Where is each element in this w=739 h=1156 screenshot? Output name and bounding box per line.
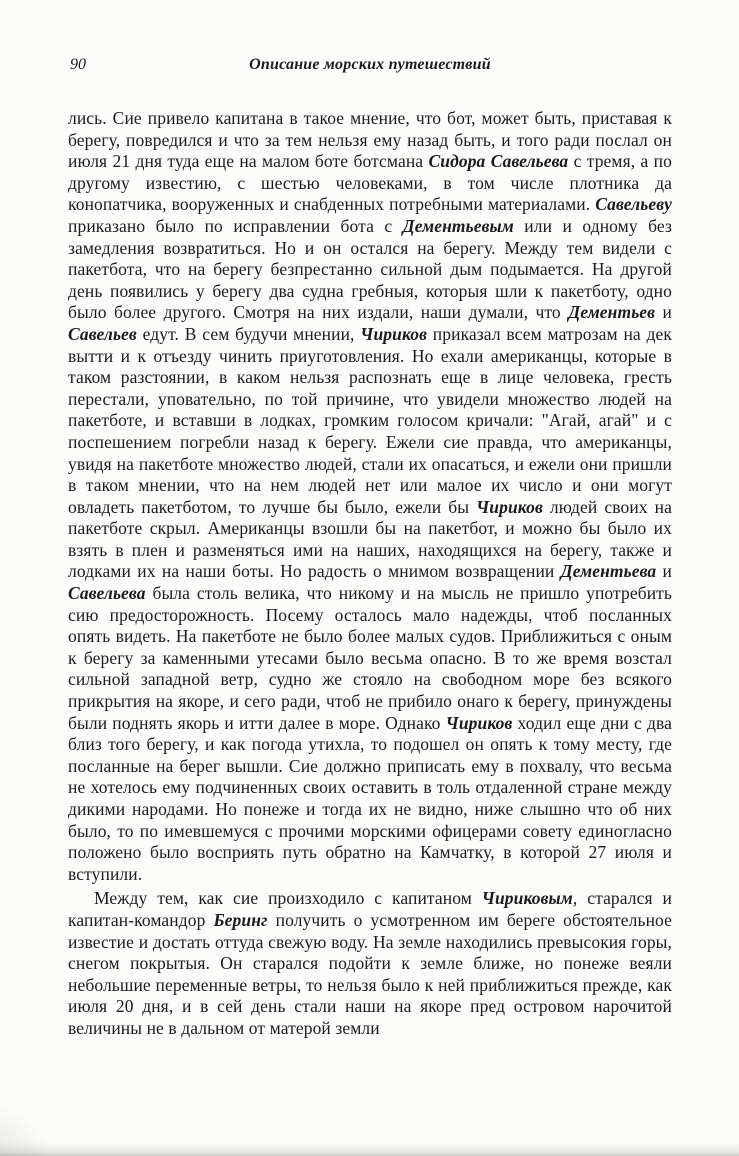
- proper-name: Дементьевым: [402, 215, 514, 236]
- page-header: [68, 56, 672, 78]
- proper-name: Чириков: [476, 496, 543, 517]
- text-run: приказал всем матрозам на дек вытти и к отъезду чинить приуготовления. Но ехали американцы, которые в таком разстоянии, в каком нельзя распознать еще в лице человека, гресть перестали, уповательно, по той причине, что увидели множество людей на пакетботе, и вставши в лодках, громким голосом кричали: "Агай, агай" и с поспешением погребли назад к берегу. Ежели сие правда, что американцы, увидя на пакетботе множество людей, стали их опасаться, и ежели они пришли в таком мнении, что на нем людей нет или малое их число и они могут овладеть пакетботом, то лучше бы было, ежели бы: [68, 323, 672, 517]
- text-run: ходил еще дни с два близ того берегу, и как погода утихла, то подошел он опять к тому месту, где посланные на берег вышли. Сие должно приписать ему в похвалу, что весьма не хотелось ему подчиненных своих оставить в толь отдаленной стране между дикими народами. Но понеже и тогда их не видно, ниже слышно что об них было, то по имевшемуся с прочими морскими офицерами совету единогласно положено было восприять путь обратно на Камчатку, в которой 27 июля и вступили.: [68, 712, 673, 884]
- proper-name: Дементьев: [568, 302, 656, 323]
- text-run: едут. В сем будучи мнении,: [136, 323, 361, 344]
- paragraph: [68, 888, 672, 1039]
- scan-shadow-corner: [0, 1096, 60, 1156]
- proper-name: Чириков: [445, 712, 513, 733]
- text-run: Между тем, как сие произходило с капитаном: [94, 888, 482, 909]
- body-text: [68, 108, 672, 1040]
- text-run: лись. Сие привело капитана в такое мнение, что бот, может быть, приставая к берегу, повредился и что за тем нельзя ему назад быть, и того ради послал он июля 21 дня туда еще на малом боте ботсмана: [68, 108, 672, 172]
- text-run: людей своих на пакетботе скрыл. Американцы взошли бы на пакетбот, и можно бы было их взять в плен и разменяться ими на наших, находящихся на берегу, также и лодками их на наши боты. Но радость о мнимом возвращении: [68, 496, 672, 582]
- proper-name: Чириков: [360, 323, 428, 344]
- text-run: с тремя, а по другому известию, с шестью человеками, в том числе плотника да конопатчика, вооруженных и снабденных потребными материалами.: [68, 151, 672, 215]
- text-run: и: [655, 302, 672, 323]
- text-run: получить о усмотренном им береге обстоятельное известие и достать оттуда свежую воду. На земле находились превысокия горы, снегом покрытыя. Он старался подойти к земле ближе, но понеже веяли небольшие переменные ветры, то нельзя было к ней приближиться прежде, как июля 20 дня, и в сей день стали наши на якоре пред островом нарочитой величины не в дальном от матерой земли: [68, 909, 672, 1038]
- paragraph: [68, 108, 672, 885]
- proper-name: Чириковым: [481, 888, 573, 909]
- running-title: Описание морских путешествий: [249, 56, 491, 73]
- text-run: или и одному без замедления возвратиться. Но и он остался на берегу. Между тем видели с пакетбота, что на берегу безпрестанно сильной дым подымается. На другой день появились у берегу два судна гребныя, которыя шли к пакетботу, одно было более другого. Смотря на них издали, наши думали, что: [68, 215, 672, 323]
- text-run: была столь велика, что никому и на мысль не пришло употребить сию предосторожность. Посему осталось мало надежды, чтоб посланных опять видеть. На пакетботе не было более малых судов. Приближиться с оным к берегу за каменными утесами было весьма опасно. В то же время возстал сильной западной ветр, судно же стояло на свободном море без всякого прикрытия на якоре, и сего ради, чтоб не прибило онаго к берегу, принуждены были поднять якорь и итти далее в море. Однако: [68, 583, 672, 733]
- proper-name: Савельеву: [595, 194, 672, 215]
- scan-shadow-bottom-edge: [0, 1142, 739, 1156]
- proper-name: Дементьева: [560, 561, 657, 582]
- text-run: и: [656, 561, 672, 582]
- proper-name: Савельева: [68, 583, 146, 604]
- proper-name: Беринг: [213, 909, 268, 930]
- proper-name: Сидора Савельева: [428, 151, 569, 172]
- proper-name: Савельев: [68, 323, 137, 344]
- text-run: приказано было по исправлении бота с: [68, 215, 403, 236]
- page-number: 90: [70, 56, 86, 73]
- text-run: , старался и капитан-командор: [68, 888, 672, 930]
